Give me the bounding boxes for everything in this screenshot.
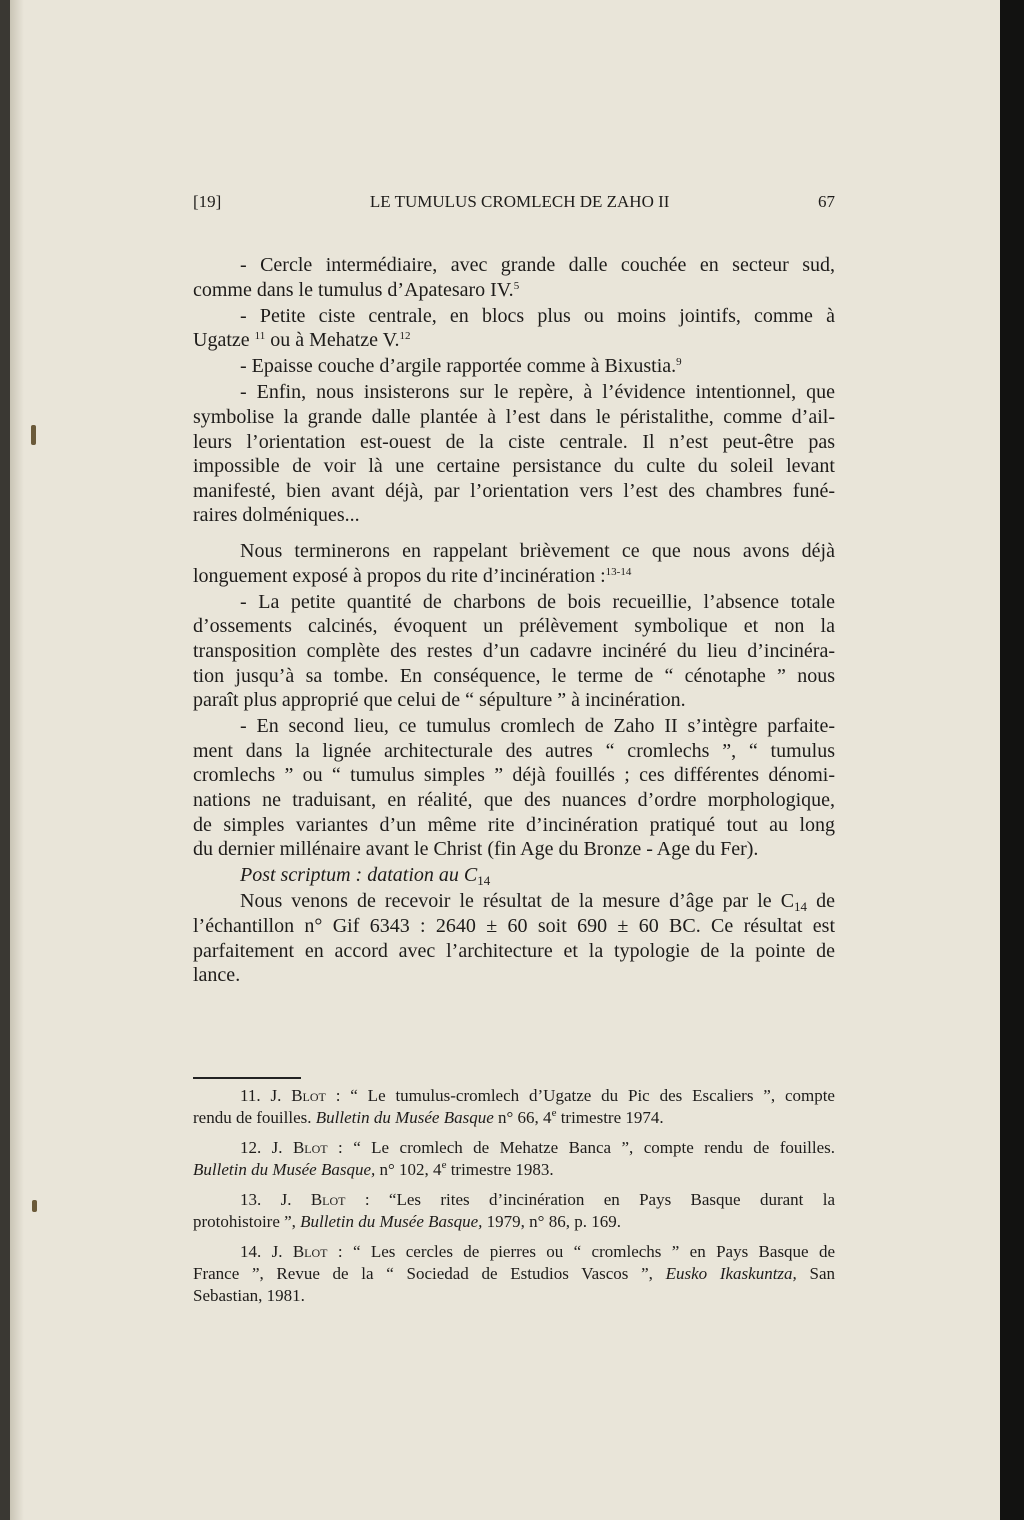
running-title: LE TUMULUS CROMLECH DE ZAHO II bbox=[369, 192, 670, 211]
text-segment: nations ne traduisant, en réalité, que des nuances d’ordre morphologique, bbox=[193, 788, 835, 811]
text-line bbox=[193, 664, 835, 689]
text-line bbox=[193, 788, 835, 813]
text-segment: n° 66, 4 bbox=[493, 1108, 552, 1127]
text-segment: : “Les rites d’incinération en Pays Basque durant la bbox=[345, 1190, 835, 1209]
text-segment: comme dans le tumulus d’Apatesaro IV. bbox=[193, 278, 514, 301]
text-segment: de simples variantes d’un même rite d’incinération pratiqué tout au long bbox=[193, 813, 835, 836]
text-line bbox=[193, 863, 835, 888]
text-segment: : “ Le cromlech de Mehatze Banca ”, compte rendu de fouilles. bbox=[327, 1138, 835, 1157]
italic-text: Eusko Ikaskuntza, bbox=[665, 1264, 797, 1283]
text-line bbox=[193, 763, 835, 788]
text-segment: transposition complète des restes d’un cadavre incinéré du lieu d’incinéra- bbox=[193, 639, 835, 662]
text-segment: Nous venons de recevoir le résultat de la mesure d’âge par le C bbox=[240, 890, 795, 913]
text-segment: - Petite ciste centrale, en blocs plus ou moins jointifs, comme à bbox=[240, 304, 835, 327]
text-segment: San bbox=[796, 1264, 835, 1283]
text-segment: cromlechs ” ou “ tumulus simples ” déjà fouillés ; ces différentes dénomi- bbox=[193, 764, 835, 787]
italic-text: Bulletin du Musée Basque bbox=[315, 1108, 494, 1127]
page-stain bbox=[32, 1200, 37, 1212]
paragraph bbox=[193, 863, 835, 888]
text-line bbox=[193, 1263, 835, 1285]
author-name: Blot bbox=[292, 1242, 328, 1261]
text-line bbox=[193, 889, 835, 914]
text-line bbox=[193, 380, 835, 405]
text-line bbox=[193, 479, 835, 504]
subscript: 14 bbox=[477, 873, 491, 889]
text-segment: Ugatze bbox=[193, 329, 255, 352]
superscript: 5 bbox=[513, 279, 520, 292]
text-segment: 12. J. bbox=[240, 1138, 293, 1157]
text-segment: 1979, n° 86, p. 169. bbox=[482, 1212, 621, 1231]
text-segment: tion jusqu’à sa tombe. En conséquence, le terme de “ cénotaphe ” nous bbox=[193, 664, 835, 687]
text-segment: : “ Le tumulus-cromlech d’Ugatze du Pic des Escaliers ”, compte bbox=[325, 1086, 835, 1105]
author-name: Blot bbox=[292, 1138, 328, 1157]
text-line bbox=[193, 354, 835, 379]
text-segment: France ”, Revue de la “ Sociedad de Estudios Vascos ”, bbox=[193, 1264, 666, 1283]
chapter-number: [19] bbox=[193, 192, 222, 211]
text-line bbox=[193, 454, 835, 479]
paragraph bbox=[193, 380, 835, 528]
text-line bbox=[193, 304, 835, 329]
text-line bbox=[193, 1285, 835, 1307]
body-text bbox=[193, 253, 835, 989]
text-line bbox=[193, 405, 835, 430]
text-line bbox=[193, 278, 835, 303]
text-segment: du dernier millénaire avant le Christ (fin Age du Bronze - Age du Fer). bbox=[193, 838, 759, 861]
text-line bbox=[193, 837, 835, 862]
text-segment: Nous terminerons en rappelant brièvement ce que nous avons déjà bbox=[240, 540, 835, 563]
text-segment: trimestre 1974. bbox=[556, 1108, 664, 1127]
text-segment: d’ossements calcinés, évoquent un prélèvement symbolique et non la bbox=[193, 615, 835, 638]
paragraph bbox=[193, 889, 835, 987]
superscript: 9 bbox=[676, 356, 682, 369]
text-segment: trimestre 1983. bbox=[446, 1160, 554, 1179]
page-edge bbox=[1000, 0, 1024, 1520]
paragraph bbox=[193, 539, 835, 588]
superscript: e bbox=[551, 1107, 557, 1119]
page-number: 67 bbox=[818, 192, 835, 211]
text-line bbox=[193, 1137, 835, 1159]
text-segment: - Cercle intermédiaire, avec grande dalle couchée en secteur sud, bbox=[240, 254, 835, 276]
paragraph bbox=[193, 714, 835, 862]
text-line bbox=[193, 813, 835, 838]
page-stain bbox=[31, 425, 36, 445]
text-segment: longuement exposé à propos du rite d’incinération : bbox=[193, 564, 606, 587]
text-segment: de bbox=[807, 890, 835, 913]
footnote bbox=[193, 1085, 835, 1129]
text-segment: Sebastian, 1981. bbox=[193, 1286, 305, 1305]
text-segment: - Enfin, nous insisterons sur le repère, à l’évidence intentionnel, que bbox=[240, 381, 835, 404]
text-segment: - En second lieu, ce tumulus cromlech de Zaho II s’intègre parfaite- bbox=[240, 715, 835, 738]
footnotes bbox=[193, 1085, 835, 1315]
italic-text: Bulletin du Musée Basque, bbox=[193, 1160, 376, 1179]
text-line bbox=[193, 503, 835, 528]
text-line bbox=[193, 614, 835, 639]
paragraph bbox=[193, 590, 835, 713]
text-segment: raires dolméniques... bbox=[193, 504, 360, 527]
text-segment: 13. J. bbox=[240, 1190, 311, 1209]
superscript: 11 bbox=[254, 330, 266, 343]
text-segment: protohistoire ”, bbox=[193, 1212, 301, 1231]
footnote bbox=[193, 1189, 835, 1233]
text-segment: n° 102, 4 bbox=[375, 1160, 442, 1179]
text-segment: l’échantillon n° Gif 6343 : 2640 ± 60 soit 690 ± 60 BC. Ce résultat est bbox=[193, 914, 835, 937]
text-line bbox=[193, 739, 835, 764]
text-segment: manifesté, bien avant déjà, par l’orientation vers l’est des chambres funé- bbox=[193, 479, 835, 502]
text-line bbox=[193, 914, 835, 939]
footnote bbox=[193, 1137, 835, 1181]
text-line bbox=[193, 939, 835, 964]
running-header bbox=[193, 192, 835, 212]
text-line bbox=[193, 1241, 835, 1263]
text-line bbox=[193, 639, 835, 664]
text-segment: paraît plus approprié que celui de “ sépulture ” à incinération. bbox=[193, 689, 686, 712]
text-segment: parfaitement en accord avec l’architecture et la typologie de la pointe de bbox=[193, 939, 835, 962]
text-segment: 14. J. bbox=[240, 1242, 293, 1261]
text-line bbox=[193, 564, 835, 589]
superscript: 12 bbox=[399, 330, 411, 343]
text-segment: rendu de fouilles. bbox=[193, 1108, 316, 1127]
paragraph bbox=[193, 354, 835, 379]
subscript: 14 bbox=[794, 899, 808, 915]
text-line bbox=[193, 590, 835, 615]
text-segment: leurs l’orientation est-ouest de la ciste centrale. Il n’est peut-être pas bbox=[193, 430, 835, 453]
text-segment: ment dans la lignée architecturale des autres “ cromlechs ”, “ tumulus bbox=[193, 739, 835, 762]
paragraph bbox=[193, 304, 835, 353]
text-segment: - La petite quantité de charbons de bois recueillie, l’absence totale bbox=[240, 590, 835, 613]
text-line bbox=[193, 1107, 835, 1129]
text-line bbox=[193, 1189, 835, 1211]
text-line bbox=[193, 430, 835, 455]
text-segment: - Epaisse couche d’argile rapportée comme à Bixustia. bbox=[240, 355, 677, 378]
text-line bbox=[193, 1085, 835, 1107]
text-line bbox=[193, 963, 835, 988]
superscript: 13-14 bbox=[605, 565, 632, 578]
text-line bbox=[193, 688, 835, 713]
book-spine bbox=[0, 0, 10, 1520]
text-segment: : “ Les cercles de pierres ou “ cromlechs ” en Pays Basque de bbox=[327, 1242, 836, 1261]
superscript: e bbox=[441, 1159, 447, 1171]
text-segment: symbolise la grande dalle plantée à l’est dans le péristalithe, comme d’ail- bbox=[193, 406, 835, 429]
paragraph bbox=[193, 253, 835, 302]
italic-text: Post scriptum : datation au C bbox=[240, 864, 478, 887]
author-name: Blot bbox=[291, 1086, 326, 1105]
text-segment: impossible de voir là une certaine persistance du culte du soleil levant bbox=[193, 455, 835, 478]
text-line bbox=[193, 1159, 835, 1181]
footnote-rule bbox=[193, 1077, 301, 1079]
text-segment: lance. bbox=[193, 964, 241, 987]
text-line bbox=[193, 714, 835, 739]
text-line bbox=[193, 328, 835, 353]
text-segment: 11. J. bbox=[240, 1086, 292, 1105]
text-line bbox=[193, 253, 835, 278]
text-segment: ou à Mehatze V. bbox=[265, 329, 400, 352]
italic-text: Bulletin du Musée Basque, bbox=[300, 1212, 483, 1231]
footnote bbox=[193, 1241, 835, 1307]
text-line bbox=[193, 1211, 835, 1233]
author-name: Blot bbox=[310, 1190, 346, 1209]
text-line bbox=[193, 539, 835, 564]
